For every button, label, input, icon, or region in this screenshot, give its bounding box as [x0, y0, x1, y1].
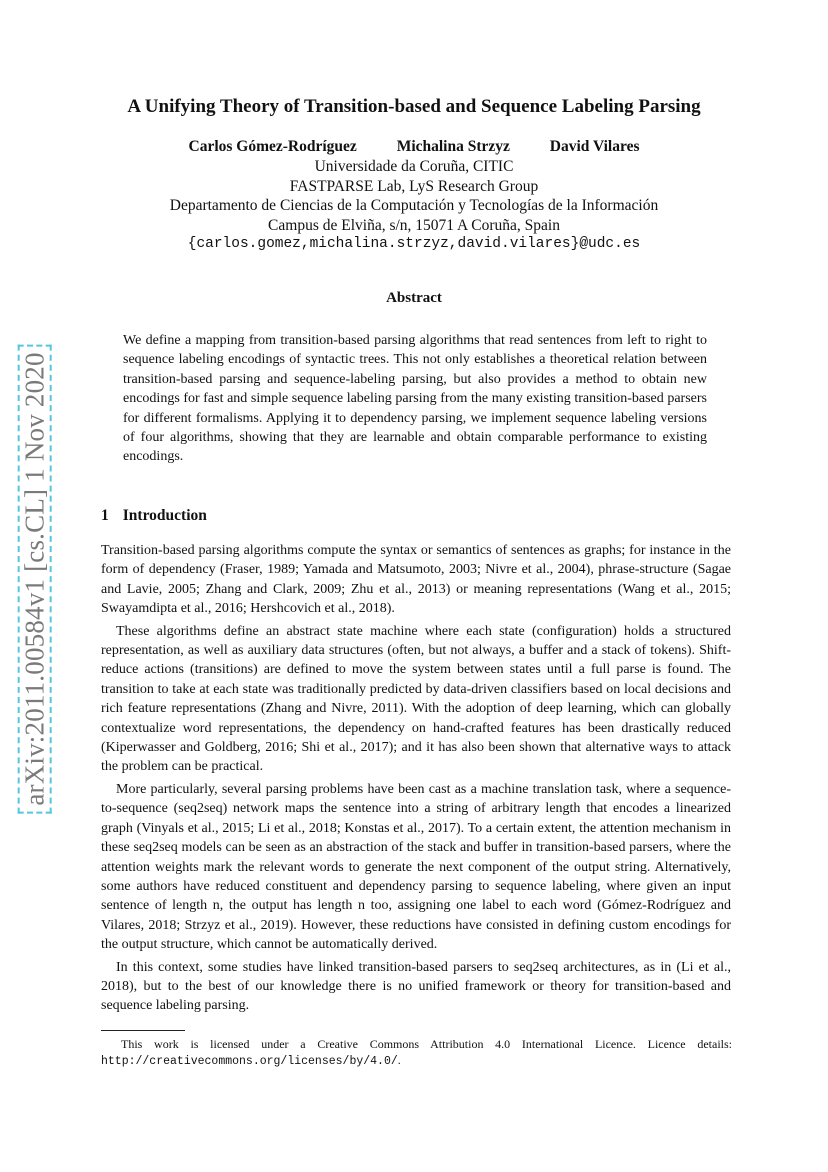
author-list [90, 137, 738, 157]
affiliation-line: FASTPARSE Lab, LyS Research Group [289, 177, 539, 195]
affiliation-block [90, 157, 738, 255]
affiliation-line: Campus de Elviña, s/n, 15071 A Coruña, Spain [268, 216, 560, 234]
paper-title: A Unifying Theory of Transition-based and Sequence Labeling Parsing [127, 96, 701, 117]
footnote-text: This work is licensed under a Creative Commons Attribution 4.0 International Licence. Licence details: [121, 1037, 732, 1051]
arxiv-stamp[interactable] [16, 335, 54, 823]
body-paragraph: Transition-based parsing algorithms compute the syntax or semantics of sentences as graphs; for instance in the form of dependency (Fraser, 1989; Yamada and Matsumoto, 2003; Nivre et al., 2004), phrase-structure (Sagae and Lavie, 2005; Zhang and Clark, 2009; Zhu et al., 2013) or meaning representations (Wang et al., 2015; Swayamdipta et al., 2016; Hershcovich et al., 2018). [101, 543, 731, 617]
section-body [101, 541, 731, 1019]
body-paragraph: These algorithms define an abstract state machine where each state (configuration) holds a structured representation, as well as auxiliary data structures (often, but not always, a buffer and a stack of tokens). Shift-reduce actions (transitions) are defined to move the system between states until a full parse is found. The transition to take at each state was traditionally predicted by data-driven classifiers based on local decisions and rich feature representations (Zhang and Nivre, 2011). With the adoption of deep learning, which can globally contextualize word representations, the dependency on hand-crafted features has been drastically reduced (Kiperwasser and Goldberg, 2016; Shi et al., 2017); and it has also been shown that alternative ways to attack the problem can be practical. [101, 623, 731, 775]
footnote-end: . [397, 1053, 401, 1067]
section-title: Introduction [122, 507, 207, 524]
affiliation-line: Universidade da Coruña, CITIC [314, 158, 514, 175]
affiliation-line: Departamento de Ciencias de la Computación y Tecnologías de la Información [169, 197, 659, 214]
author-emails: {carlos.gomez,michalina.strzyz,david.vilares}@udc.es [187, 236, 641, 252]
license-link[interactable]: http://creativecommons.org/licenses/by/4.0/ [101, 1055, 398, 1068]
arxiv-stamp-text: arXiv:2011.00584v1 [cs.CL] 1 Nov 2020 [18, 344, 52, 813]
body-paragraph: More particularly, several parsing problems have been cast as a machine translation task, where a sequence-to-sequence (seq2seq) network maps the sentence into a string of arbitrary length that encodes a linearized graph (Vinyals et al., 2015; Li et al., 2018; Konstas et al., 2017). To a certain extent, the attention mechanism in these seq2seq models can be seen as an abstraction of the stack and buffer in transition-based parsers, where the attention weights mark the relevant words to generate the next component of the output string. Alternatively, some authors have reduced constituent and dependency parsing to sequence labeling, where given an input sentence of length n, the output has length n too, assigning one label to each word (Gómez-Rodríguez and Vilares, 2018; Strzyz et al., 2019). However, these reductions have consisted in defining custom encodings for the output structure, which cannot be automatically derived. [101, 781, 731, 953]
license-footnote [101, 1036, 732, 1070]
author-name: David Vilares [549, 138, 640, 155]
section-heading [101, 506, 207, 526]
abstract-heading: Abstract [386, 290, 442, 306]
abstract-text: We define a mapping from transition-based parsing algorithms that read sentences from left to right to sequence labeling encodings of syntactic trees. This not only establishes a theoretical relation between transition-based parsing and sequence-labeling parsing, but also provides a method to obtain new encodings for fast and simple sequence labeling parsing from the many existing transition-based parsers for different formalisms. Applying it to dependency parsing, we implement sequence labeling versions of four algorithms, showing that they are learnable and obtain comparable performance to existing encodings. [123, 333, 707, 465]
author-name: Carlos Gómez-Rodríguez [188, 138, 357, 155]
footnote-divider [101, 1030, 185, 1031]
section-number: 1 [101, 507, 109, 524]
body-paragraph: In this context, some studies have linked transition-based parsers to seq2seq architectures, as in (Li et al., 2018), but to the best of our knowledge there is no unified framework or theory for transition-based and sequence labeling parsing. [101, 959, 731, 1014]
author-name: Michalina Strzyz [396, 138, 510, 155]
